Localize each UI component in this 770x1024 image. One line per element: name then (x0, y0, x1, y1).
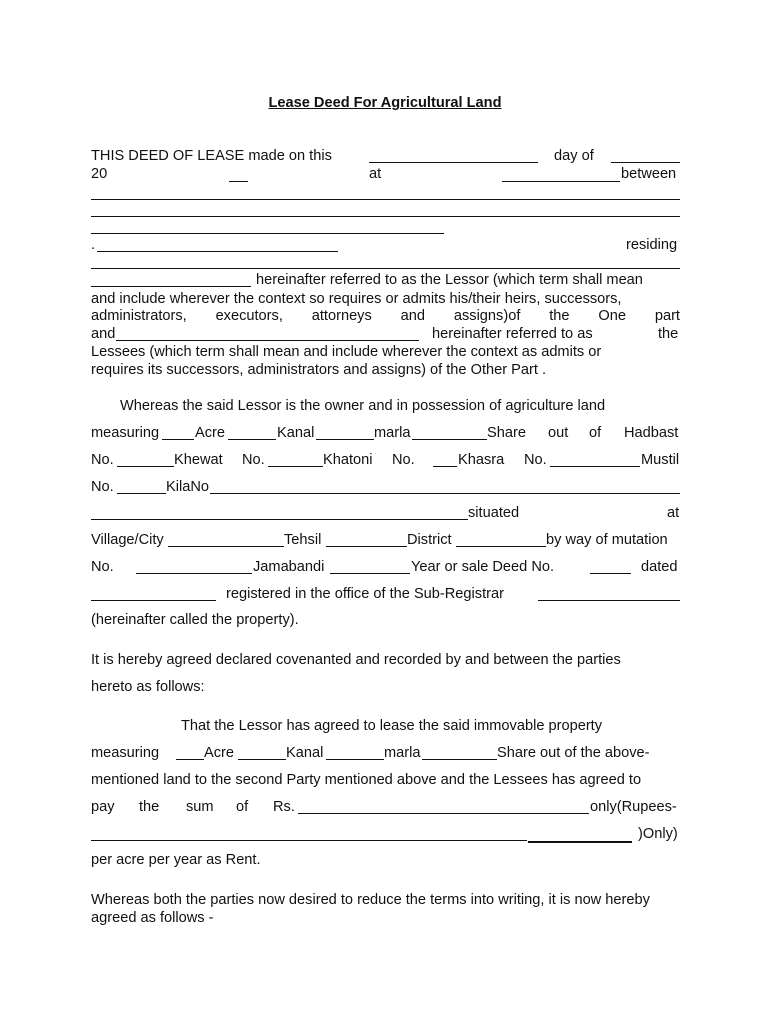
place-blank[interactable] (502, 181, 620, 182)
lessees-line-1: Lessees (which term shall mean and include wherever the context as admits or (91, 344, 602, 360)
at-label: at (667, 505, 680, 521)
whereas2-line-2: agreed as follows - (91, 910, 214, 926)
sale-deed-label: Year or sale Deed No. (411, 559, 555, 575)
mutation-no-blank[interactable] (136, 573, 252, 574)
khasra-label: Khasra (458, 452, 505, 468)
mutation-label: by way of mutation (546, 532, 668, 548)
residing-label: residing (626, 237, 678, 253)
rupees-words-blank-2[interactable] (528, 841, 632, 843)
lease-marla-blank[interactable] (326, 759, 384, 760)
lessor-line-3 (91, 307, 680, 325)
whereas-line-1: Whereas the said Lessor is the owner and in possession of agriculture land (120, 398, 606, 414)
word: assigns)of (453, 308, 521, 324)
intro-line-1a: THIS DEED OF LEASE made on this (91, 148, 332, 164)
word: attorneys (311, 308, 372, 324)
no-label: No. (91, 479, 114, 495)
lessor-line-2: and include wherever the context so requires or admits his/their heirs, successors, (91, 291, 622, 307)
date-month-blank[interactable] (611, 162, 680, 163)
hadbast-label: Hadbast (624, 425, 679, 441)
kila-no-label: KilaNo (166, 479, 209, 495)
rent-amount-blank[interactable] (298, 813, 589, 814)
jamabandi-label: Jamabandi (253, 559, 325, 575)
village-blank[interactable] (168, 546, 284, 547)
acre-label: Acre (195, 425, 226, 441)
intro-line-2b: at (369, 166, 382, 182)
no-label: No. (91, 452, 114, 468)
lessees-line-2: requires its successors, administrators and assigns) of the Other Part . (91, 362, 547, 378)
lessor-name-blank-3[interactable] (91, 233, 444, 234)
situated-label: situated (468, 505, 520, 521)
measuring-label: measuring (91, 425, 160, 441)
mustil-label: Mustil (641, 452, 680, 468)
lessor-line-4b: hereinafter referred to as (432, 326, 593, 342)
lessee-name-blank[interactable] (116, 340, 419, 341)
share-label: Share (487, 425, 526, 441)
only-rupees-label: only(Rupees- (590, 799, 677, 815)
lease-line-3: mentioned land to the second Party mentioned above and the Lessees has agreed to (91, 772, 642, 788)
measuring-label: measuring (91, 745, 160, 761)
of-label: of (236, 799, 249, 815)
lease-kanal-blank[interactable] (238, 759, 286, 760)
tehsil-blank[interactable] (326, 546, 407, 547)
no-label: No. (392, 452, 415, 468)
sub-registrar-blank[interactable] (538, 600, 680, 601)
word: administrators, (91, 308, 187, 324)
intro-line-1b: day of (554, 148, 594, 164)
lease-acre-blank[interactable] (176, 759, 204, 760)
agreed-line-2: hereto as follows: (91, 679, 205, 695)
kanal-label: Kanal (286, 745, 324, 761)
marla-label: marla (384, 745, 421, 761)
word: part (654, 308, 680, 324)
khatoni-label: Khatoni (323, 452, 373, 468)
lessor-name-blank-2[interactable] (91, 216, 680, 217)
village-label: Village/City (91, 532, 164, 548)
word: One (598, 308, 626, 324)
dot: . (91, 237, 96, 253)
kanal-label: Kanal (277, 425, 315, 441)
rupees-words-blank[interactable] (91, 840, 527, 841)
acre-blank[interactable] (162, 439, 194, 440)
of-label: of (589, 425, 602, 441)
no-label: No. (524, 452, 547, 468)
out-label: out (548, 425, 569, 441)
intro-line-2a: 20 (91, 166, 108, 182)
lessor-line-1: hereinafter referred to as the Lessor (which term shall mean (256, 272, 643, 288)
lessor-line-4a: and (91, 326, 116, 342)
khatoni-no-blank[interactable] (433, 466, 457, 467)
per-acre-label: per acre per year as Rent. (91, 852, 261, 868)
lessor-relation-blank[interactable] (97, 251, 338, 252)
no-label: No. (242, 452, 265, 468)
kila-no-blank[interactable] (210, 493, 680, 494)
jamabandi-blank[interactable] (330, 573, 410, 574)
date-day-blank[interactable] (369, 162, 538, 163)
agreed-line-1: It is hereby agreed declared covenanted and recorded by and between the parties (91, 652, 621, 668)
word: and (400, 308, 425, 324)
dated-label: dated (641, 559, 678, 575)
khewat-label: Khewat (174, 452, 223, 468)
word: executors, (215, 308, 283, 324)
lessor-line-4c: the (658, 326, 679, 342)
kanal-blank[interactable] (228, 439, 276, 440)
lease-line-1: That the Lessor has agreed to lease the said immovable property (181, 718, 603, 734)
word: the (549, 308, 570, 324)
deed-date-blank[interactable] (91, 600, 216, 601)
whereas2-line-1: Whereas both the parties now desired to reduce the terms into writing, it is now hereby (91, 892, 650, 908)
intro-line-2c: between (621, 166, 677, 182)
year-blank[interactable] (229, 181, 248, 182)
property-label: (hereinafter called the property). (91, 612, 299, 628)
share-out-label: Share out of the above- (497, 745, 650, 761)
marla-label: marla (374, 425, 411, 441)
district-blank[interactable] (456, 546, 546, 547)
district-label: District (407, 532, 452, 548)
sale-deed-no-blank[interactable] (590, 573, 631, 574)
khasra-no-blank[interactable] (550, 466, 640, 467)
land-details-blank[interactable] (91, 519, 468, 520)
share-blank[interactable] (412, 439, 487, 440)
khewat-no-blank[interactable] (268, 466, 323, 467)
the-label: the (139, 799, 160, 815)
no-label: No. (91, 559, 114, 575)
lessor-address-blank[interactable] (91, 268, 680, 269)
acre-label: Acre (204, 745, 235, 761)
registered-label: registered in the office of the Sub-Registrar (226, 586, 504, 602)
lessor-name-blank-1[interactable] (91, 199, 680, 200)
lessor-address-blank-2[interactable] (91, 286, 251, 287)
only-label: )Only) (638, 826, 678, 842)
document-title: Lease Deed For Agricultural Land (268, 95, 502, 111)
rs-label: Rs. (273, 799, 295, 815)
lease-share-blank[interactable] (422, 759, 497, 760)
sum-label: sum (186, 799, 214, 815)
pay-label: pay (91, 799, 115, 815)
hadbast-no-blank[interactable] (117, 466, 174, 467)
marla-blank[interactable] (316, 439, 374, 440)
tehsil-label: Tehsil (284, 532, 322, 548)
mustil-no-blank[interactable] (117, 493, 166, 494)
